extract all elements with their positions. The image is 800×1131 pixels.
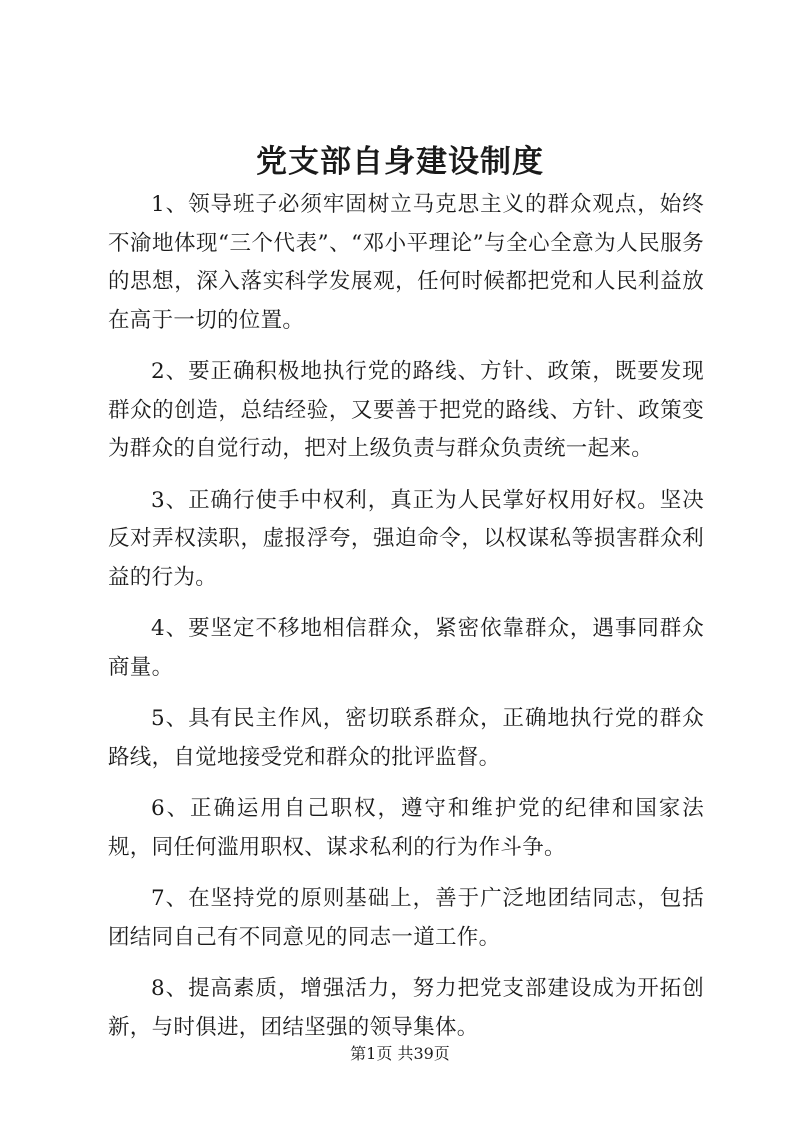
- document-title: 党支部自身建设制度: [256, 144, 544, 180]
- paragraph-1: 1、领导班子必须牢固树立马克思主义的群众观点，始终不渝地体现“三个代表”、“邓小平理论”与全心全意为人民服务的思想，深入落实科学发展观，任何时候都把党和人民利益放在高于一切的位置。: [108, 192, 704, 333]
- paragraph-7: 7、在坚持党的原则基础上，善于广泛地团结同志，包括团结同自己有不同意见的同志一道工作。: [108, 886, 704, 950]
- paragraph-5: 5、具有民主作风，密切联系群众，正确地执行党的群众路线，自觉地接受党和群众的批评监督。: [108, 706, 704, 770]
- paragraph-6: 6、正确运用自己职权，遵守和维护党的纪律和国家法规，同任何滥用职权、谋求私利的行为作斗争。: [108, 796, 704, 860]
- page-number-footer: 第1页 共39页: [350, 1044, 450, 1063]
- paragraph-8: 8、提高素质，增强活力，努力把党支部建设成为开拓创新，与时俱进，团结坚强的领导集体。: [108, 976, 704, 1040]
- document-body: [108, 186, 704, 1060]
- paragraph-2: 2、要正确积极地执行党的路线、方针、政策，既要发现群众的创造，总结经验，又要善于把党的路线、方针、政策变为群众的自觉行动，把对上级负责与群众负责统一起来。: [108, 359, 704, 461]
- paragraph-4: 4、要坚定不移地相信群众，紧密依靠群众，遇事同群众商量。: [108, 616, 704, 680]
- paragraph-3: 3、正确行使手中权利，真正为人民掌好权用好权。坚决反对弄权渎职，虚报浮夸，强迫命令，以权谋私等损害群众利益的行为。: [108, 487, 704, 590]
